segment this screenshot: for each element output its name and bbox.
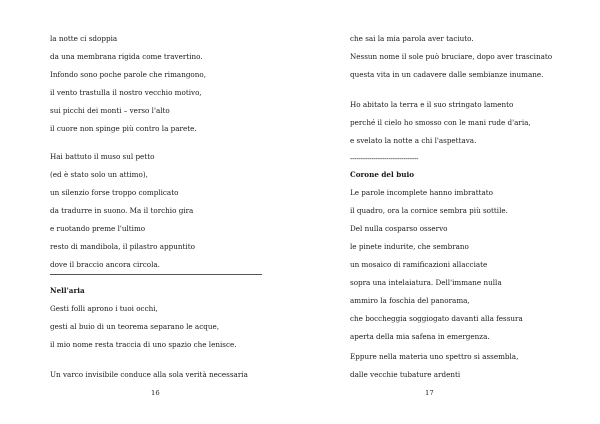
page-number: 16	[151, 389, 160, 397]
text-line: sopra una intelaiatura. Dell'immane nulla	[350, 278, 502, 287]
text-line: perché il cielo ho smosso con le mani rude d'aria,	[350, 118, 531, 127]
text-line: (ed è stato solo un attimo),	[50, 170, 148, 179]
text-line: che sai la mia parola aver taciuto.	[350, 34, 474, 43]
section-divider	[50, 274, 262, 275]
text-line: questa vita in un cadavere dalle sembianze inumane.	[350, 70, 544, 79]
text-line: da una membrana rigida come travertino.	[50, 52, 203, 61]
text-line: da tradurre in suono. Ma il torchio gira	[50, 206, 194, 215]
separator-line: --------------------------------	[350, 154, 419, 163]
section-title: Corone del buio	[350, 170, 415, 179]
text-line: resto di mandibola, il pilastro appuntito	[50, 242, 195, 251]
text-line: il cuore non spinge più contro la parete.	[50, 124, 197, 133]
text-line: Del nulla cosparso osservo	[350, 224, 448, 233]
text-line: un mosaico di ramificazioni allacciate	[350, 260, 488, 269]
text-line: ammiro la foschia del panorama,	[350, 296, 470, 305]
text-line: le pinete indurite, che sembrano	[350, 242, 469, 251]
text-line: il vento trastulla il nostro vecchio motivo,	[50, 88, 202, 97]
text-line: un silenzio forse troppo complicato	[50, 188, 179, 197]
text-line: Un varco invisibile conduce alla sola verità necessaria	[50, 370, 248, 379]
text-line: dalle vecchie tubature ardenti	[350, 370, 461, 379]
right-page	[300, 0, 600, 424]
text-line: che boccheggia soggiogato davanti alla fessura	[350, 314, 523, 323]
text-line: sui picchi dei monti – verso l'alto	[50, 106, 170, 115]
page-number: 17	[425, 389, 434, 397]
text-line: Hai battuto il muso sul petto	[50, 152, 155, 161]
text-line: Infondo sono poche parole che rimangono,	[50, 70, 206, 79]
text-line: Ho abitato la terra e il suo stringato lamento	[350, 100, 514, 109]
text-line: Nessun nome il sole può bruciare, dopo aver trascinato	[350, 52, 553, 61]
text-line: gesti al buio di un teorema separano le acque,	[50, 322, 220, 331]
text-line: la notte ci sdoppia	[50, 34, 118, 43]
text-line: dove il braccio ancora circola.	[50, 260, 160, 269]
text-line: aperta della mia safena in emergenza.	[350, 332, 490, 341]
text-line: il mio nome resta traccia di uno spazio che lenisce.	[50, 340, 237, 349]
text-line: il quadro, ora la cornice sembra più sottile.	[350, 206, 508, 215]
text-line: Eppure nella materia uno spettro si assembla,	[350, 352, 519, 361]
text-line: e ruotando preme l'ultimo	[50, 224, 146, 233]
text-line: e svelato la notte a chi l'aspettava.	[350, 136, 477, 145]
text-line: Gesti folli aprono i tuoi occhi,	[50, 304, 158, 313]
section-title: Nell'aria	[50, 286, 85, 295]
text-line: Le parole incomplete hanno imbrattato	[350, 188, 493, 197]
